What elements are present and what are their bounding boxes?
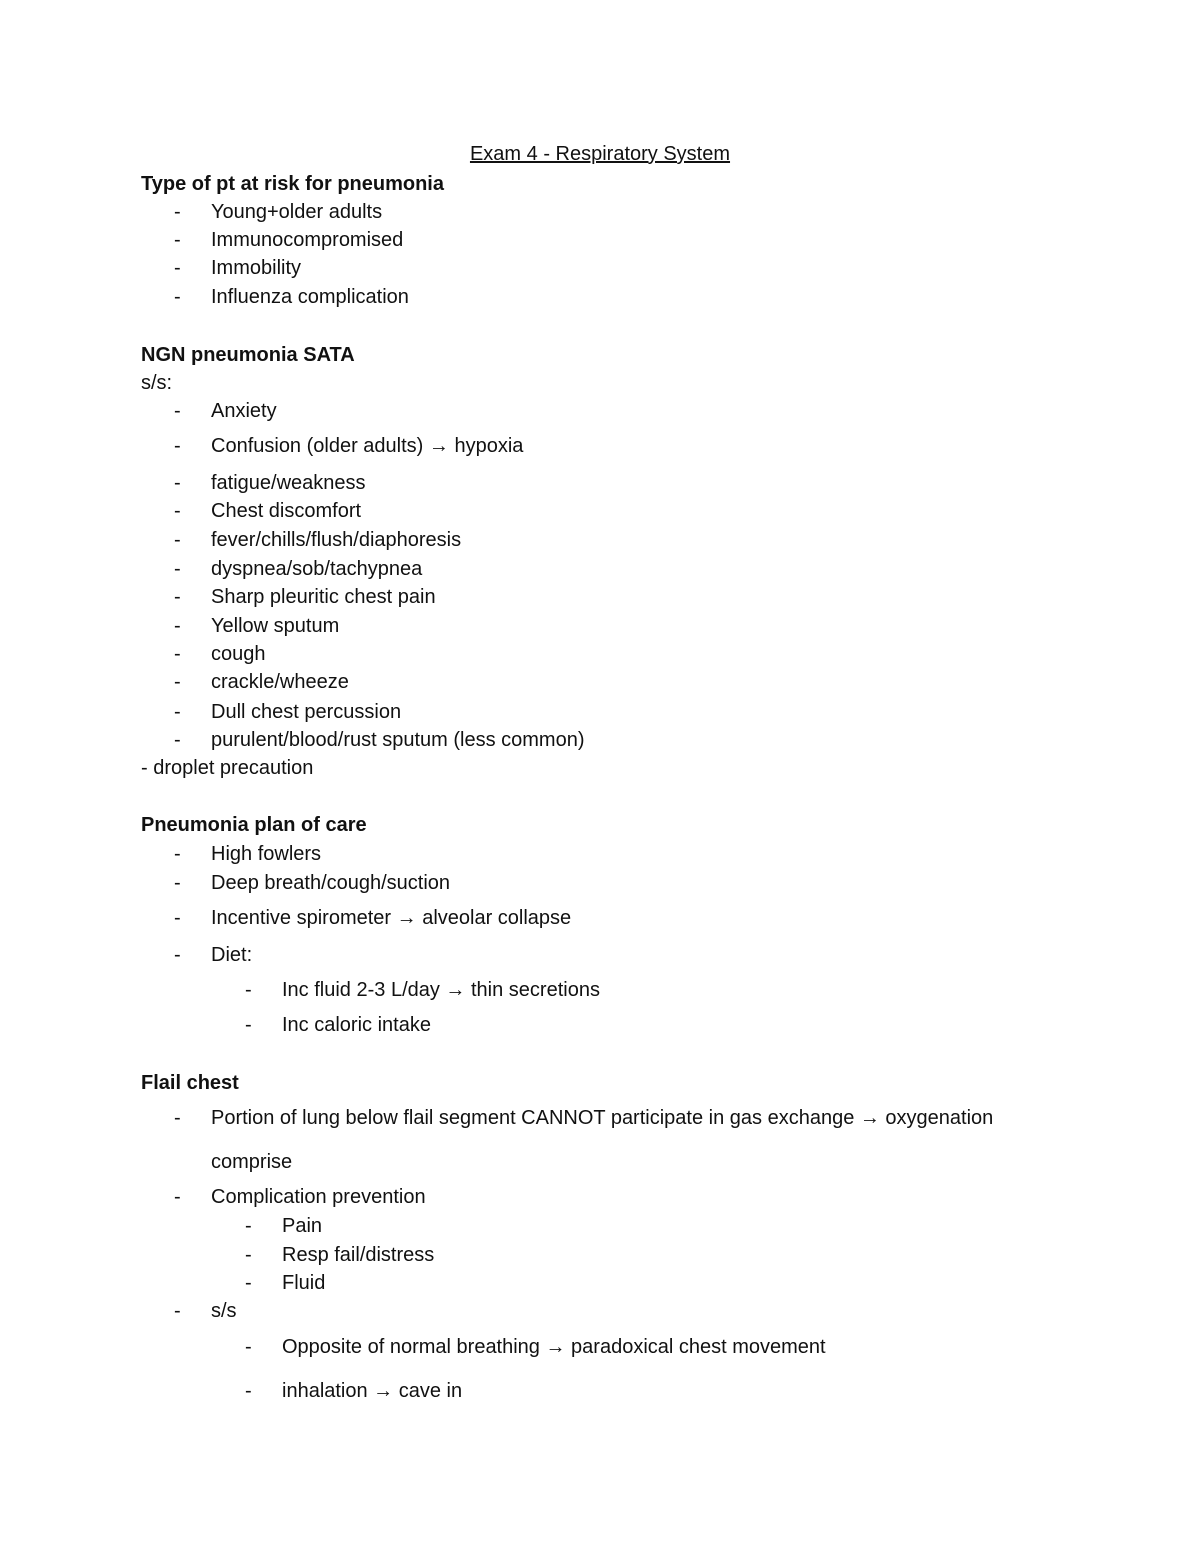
sub-list-item: Pain	[282, 1215, 323, 1237]
sub-bullet: -	[245, 1244, 252, 1266]
bullet: -	[174, 201, 181, 223]
bullet: -	[174, 701, 181, 723]
list-item: Sharp pleuritic chest pain	[211, 586, 436, 608]
sub-list-item: Fluid	[282, 1272, 326, 1294]
list-item: Anxiety	[211, 400, 277, 422]
list-item: Diet:	[211, 944, 253, 966]
sub-list-item: Inc caloric intake	[282, 1014, 431, 1036]
list-item: Confusion (older adults) → hypoxia	[211, 435, 524, 457]
bullet: -	[174, 229, 181, 251]
bullet: -	[174, 907, 181, 929]
list-item: purulent/blood/rust sputum (less common)	[211, 729, 585, 751]
bullet: -	[174, 944, 181, 966]
section-heading-risk: Type of pt at risk for pneumonia	[141, 173, 444, 195]
bullet: -	[174, 729, 181, 751]
sub-bullet: -	[245, 1380, 252, 1402]
sub-bullet: -	[245, 979, 252, 1001]
subheading-signs-symptoms: s/s:	[141, 372, 173, 394]
list-item: Chest discomfort	[211, 500, 362, 522]
sub-bullet: -	[245, 1215, 252, 1237]
list-item: Portion of lung below flail segment CANNOT participate in gas exchange → oxygenation	[211, 1107, 994, 1129]
bullet: -	[174, 529, 181, 551]
list-item: Incentive spirometer → alveolar collapse	[211, 907, 572, 929]
sub-bullet: -	[245, 1272, 252, 1294]
list-item: Influenza complication	[211, 286, 409, 308]
sub-list-item: inhalation → cave in	[282, 1380, 463, 1402]
list-item: crackle/wheeze	[211, 671, 349, 693]
bullet: -	[174, 257, 181, 279]
sub-bullet: -	[245, 1336, 252, 1358]
sub-list-item: Inc fluid 2-3 L/day → thin secretions	[282, 979, 600, 1001]
document-title: Exam 4 - Respiratory System	[469, 143, 731, 165]
list-item: High fowlers	[211, 843, 322, 865]
bullet: -	[174, 400, 181, 422]
list-item: cough	[211, 643, 266, 665]
sub-list-item: Opposite of normal breathing → paradoxical chest movement	[282, 1336, 826, 1358]
list-item: Young+older adults	[211, 201, 383, 223]
bullet: -	[174, 1300, 181, 1322]
droplet-precaution-note: - droplet precaution	[141, 757, 314, 779]
list-item: fever/chills/flush/diaphoresis	[211, 529, 462, 551]
list-item: Complication prevention	[211, 1186, 426, 1208]
bullet: -	[174, 1107, 181, 1129]
bullet: -	[174, 671, 181, 693]
list-item: Immunocompromised	[211, 229, 404, 251]
list-item-continuation: comprise	[211, 1151, 293, 1173]
bullet: -	[174, 586, 181, 608]
bullet: -	[174, 286, 181, 308]
sub-bullet: -	[245, 1014, 252, 1036]
list-item: Immobility	[211, 257, 302, 279]
bullet: -	[174, 843, 181, 865]
bullet: -	[174, 872, 181, 894]
bullet: -	[174, 500, 181, 522]
list-item: Dull chest percussion	[211, 701, 402, 723]
section-heading-flail: Flail chest	[141, 1072, 239, 1094]
bullet: -	[174, 472, 181, 494]
bullet: -	[174, 558, 181, 580]
list-item: fatigue/weakness	[211, 472, 366, 494]
section-heading-plan: Pneumonia plan of care	[141, 814, 367, 836]
section-heading-ngn: NGN pneumonia SATA	[141, 344, 355, 366]
list-item: Yellow sputum	[211, 615, 340, 637]
bullet: -	[174, 435, 181, 457]
bullet: -	[174, 643, 181, 665]
bullet: -	[174, 615, 181, 637]
list-item: s/s	[211, 1300, 237, 1322]
sub-list-item: Resp fail/distress	[282, 1244, 435, 1266]
list-item: Deep breath/cough/suction	[211, 872, 451, 894]
bullet: -	[174, 1186, 181, 1208]
list-item: dyspnea/sob/tachypnea	[211, 558, 423, 580]
